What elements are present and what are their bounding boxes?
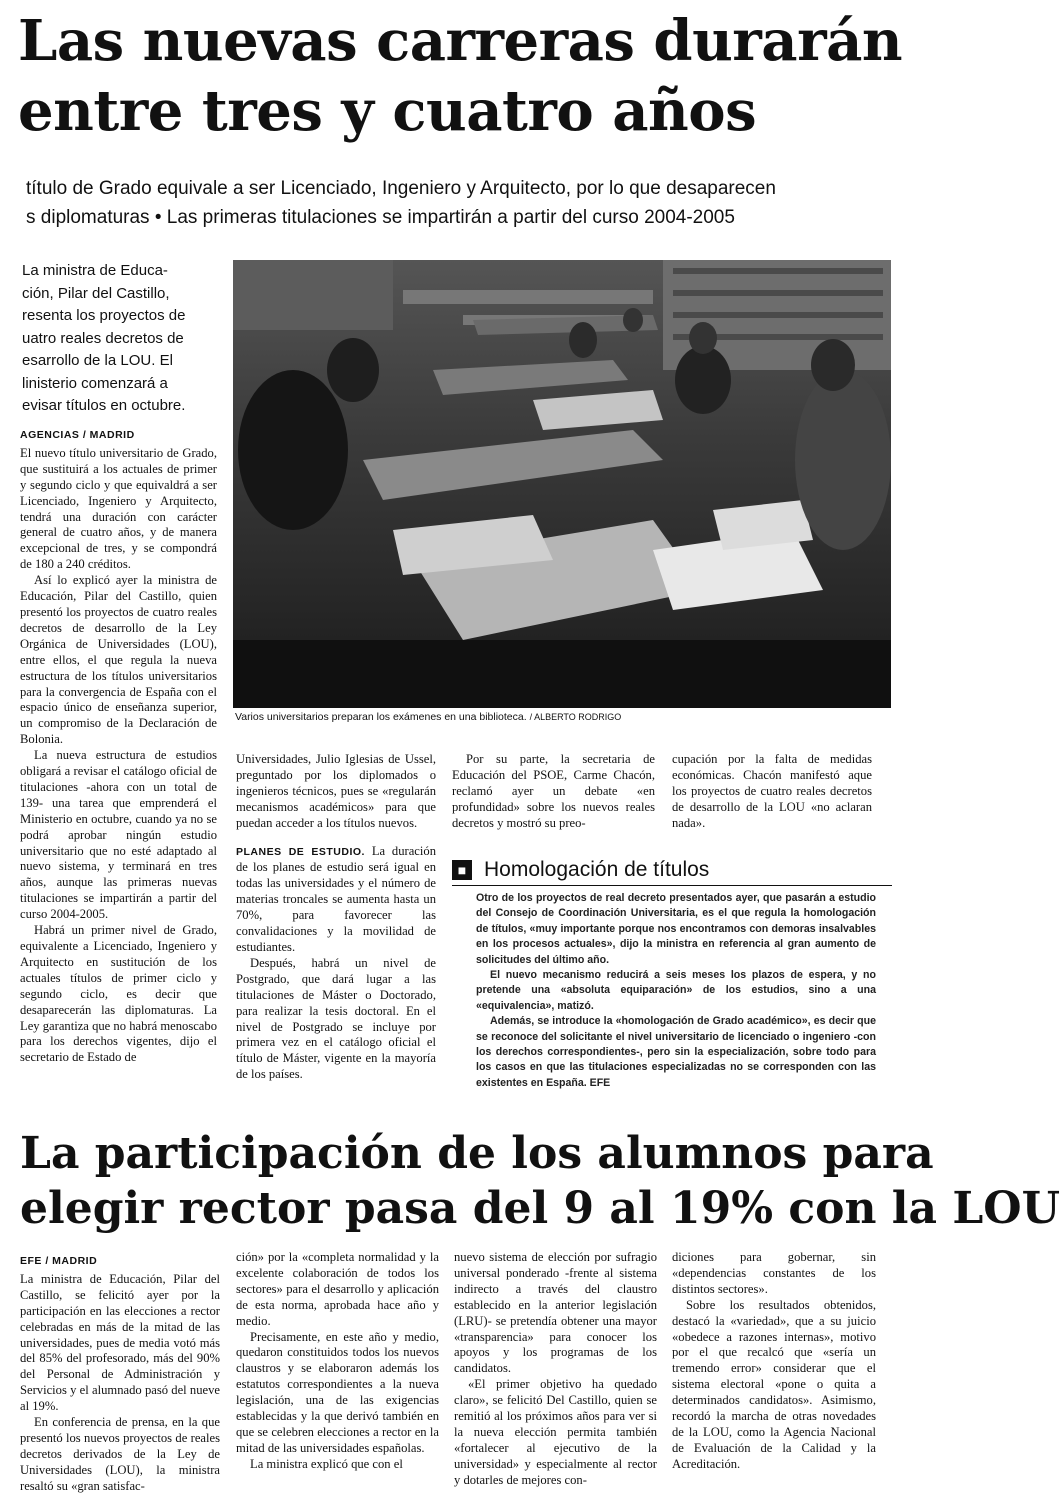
lead-line: La ministra de Educa- [22,262,168,279]
article-2-column-3 [454,1250,657,1489]
body-paragraph: Así lo explicó ayer la ministra de Educación, Pilar del Castillo, quien presentó los proyectos de cuatro reales decretos de desarrollo de la Ley Orgánica de Universidades (LOU), entre ellos, el que regula la nueva estructura de los títulos universitarios para la convergencia de España con el espacio único de enseñanza superior, un compromiso de la Declaración de Bolonia. [20,573,217,747]
body-paragraph: Precisamente, en este año y medio, quedaron constituidos todos los nuevos claustros y se elaboraron además los estatutos correspondientes a la nueva legislación, una de las exigencias establecidas y la que derivó también en que se celebren elecciones a rector en la mitad de las universidades españolas. [236,1329,439,1455]
lead-line: esarrollo de la LOU. El [22,352,173,369]
article-column-3 [452,752,655,832]
headline-line-1: Las nuevas carreras durarán [18,8,903,74]
body-paragraph: «El primer objetivo ha quedado claro», se felicitó Del Castillo, quien se remitió al los próximos años para ver si la nueva elección permita también «fortalecer al ejecutivo de la universidad» y especialmente al rector y dotarles de mejores con- [454,1377,657,1487]
body-paragraph [236,844,436,956]
body-paragraph: cupación por la falta de medidas económicas. Chacón manifestó aque los proyectos de cuatro reales decretos de desarrollo de la LOU «no aclaran nada». [672,752,872,830]
lead-line: evisar títulos en octubre. [22,397,186,414]
section-marker-icon: ■ [452,860,472,880]
body-paragraph: Universidades, Julio Iglesias de Ussel, preguntado por los diplomados o ingenieros técnicos, pues se «regularán mecanismos académicos» para que puedan acceder a los títulos nuevos. [236,752,436,830]
sidebar-paragraph: Otro de los proyectos de real decreto presentados ayer, que pasarán a estudio del Consejo de Coordinación Universitaria, es el que regula la homologación de títulos, «muy importante porque nos encontramos con demoras insalvables en los procesos actuales», dijo la ministra en referencia al gran aumento de solicitudes del último año. [476,892,876,966]
article-2-column-1 [20,1254,220,1495]
body-paragraph: ción» por la «completa normalidad y la excelente colaboración de todos los sectores» para el desarrollo y aplicación de esta norma, aprobada hace año y medio. [236,1250,439,1328]
article-2-column-4 [672,1250,876,1473]
sidebar-paragraph: Además, se introduce la «homologación de Grado académico», es decir que se reconoce del solicitante el nivel universitario de licenciado o ingeniero -con los derechos correspondientes-, pero sin la especialización, sobre todo para los casos en que las titulaciones especializadas no se corresponden con las existentes en España. EFE [476,1015,876,1089]
section-runin-heading: PLANES DE ESTUDIO. [236,845,365,858]
article-column-1 [20,428,217,1066]
headline-2-line-2: elegir rector pasa del 9 al 19% con la LOU [20,1183,1060,1234]
library-photo-illustration [233,260,891,708]
subheadline-line-2: s diplomaturas • Las primeras titulaciones se impartirán a partir del curso 2004-2005 [26,207,735,228]
lead-line: linisterio comenzará a [22,374,168,392]
body-paragraph: nuevo sistema de elección por sufragio universal ponderado -frente al sistema indirecto a través del claustro establecido en la anterior legislación (LRU)- se pretendía obtener una mayor «transparencia» para conocer los apoyos y los programas de los candidatos. [454,1250,657,1376]
photo-caption [235,711,621,723]
article-column-4 [672,752,872,832]
body-paragraph: Por su parte, la secretaria de Educación del PSOE, Carme Chacón, reclamó ayer un debate «en profundidad» sobre los nuevos reales decretos y mostró su preo- [452,752,655,830]
lead-line: uatro reales decretos de [22,329,184,347]
body-paragraph: Habrá un primer nivel de Grado, equivalente a Licenciado, Ingeniero y Arquitecto en sustitución de los actuales títulos de primer ciclo y segundo ciclo, es decir que desaparecerán las diplomaturas. La Ley garantiza que no habrá menoscabo para los derechos vigentes, dijo el secretario de Estado de [20,923,217,1065]
sidebar-paragraph: El nuevo mecanismo reducirá a seis meses los plazos de espera, y no pretende una «absoluta equiparación» de los estudios, sino a una «equivalencia», matizó. [476,969,876,1012]
body-paragraph: El nuevo título universitario de Grado, que sustituirá a los actuales de primer y segundo ciclo y que equivaldrá a ser Licenciado, Ingeniero y Arquitecto, tendrá una duración con carácter general de cuatro años, y de manera excepcional de tres, y se compondrá de 180 a 240 créditos. [20,445,217,572]
sidebar-title: Homologación de títulos [484,858,710,881]
byline: EFE / MADRID [20,1255,98,1267]
sidebar-body [476,891,876,1091]
byline: AGENCIAS / MADRID [20,429,135,441]
photo-credit: / ALBERTO RODRIGO [529,712,622,722]
headline-2-line-1: La participación de los alumnos para [20,1128,934,1179]
lead-paragraph [22,260,222,418]
lead-line: resenta los proyectos de [22,307,186,324]
photo-caption-text: Varios universitarios preparan los exámenes en una biblioteca. [235,711,527,723]
body-paragraph: Después, habrá un nivel de Postgrado, que dará lugar a las titulaciones de Máster o Doctorado, para realizar la tesis doctoral. En el nivel de Postgrado se incluye por primera vez en el catálogo oficial el título de Máster, vigente en la mayoría de los países. [236,955,436,1082]
body-paragraph: En conferencia de prensa, en la que presentó los nuevos proyectos de reales decretos derivados de la Ley de Universidades (LOU), la ministra resaltó su «gran satisfac- [20,1415,220,1493]
subheadline-line-1: título de Grado equivale a ser Licenciado, Ingeniero y Arquitecto, por lo que desaparecen [26,178,776,199]
body-paragraph: La ministra de Educación, Pilar del Castillo, se felicitó ayer por la participación en las elecciones a rector celebradas en más de la mitad de las universidades, pues de media votó más del 85% del profesorado, más del 90% del Personal de Administración y Servicios y el alumnado pasó del nueve al 19%. [20,1271,220,1414]
headline-line-2: entre tres y cuatro años [18,78,757,144]
article-2-column-2 [236,1250,439,1473]
library-photo [233,260,891,708]
article-column-2 [236,752,436,1083]
body-paragraph-text: La duración de los planes de estudio será igual en todas las universidades y el número de materias troncales se aumenta hasta un 70%, para favorecer las convalidaciones y la movilidad de estudiantes. [236,843,436,954]
body-paragraph: La ministra explicó que con el [250,1456,403,1471]
body-paragraph: diciones para gobernar, sin «dependencias constantes de los distintos sectores». [672,1250,876,1296]
body-paragraph: La nueva estructura de estudios obligará a revisar el catálogo oficial de titulaciones -ahora con un total de 139- una tarea que emprenderá el Ministerio en octubre, cuando ya no se podrá aprobar ningún estudio universitario que no esté adaptado al nuevo sistema, y terminará en tres años, aunque las primeras nuevas titulaciones se impartirán a partir del curso 2004-2005. [20,748,217,922]
body-paragraph: Sobre los resultados obtenidos, destacó la «variedad», que a su juicio «obedece a razones internas», motivo por el que recalcó que «sería un tremendo error» considerar que el sistema electoral «pone o quita a determinados candidatos». Asimismo, recordó la marcha de otras novedades de la LOU, como la Agencia Nacional de Evaluación de la Calidad y la Acreditación. [672,1297,876,1471]
lead-line: ción, Pilar del Castillo, [22,284,170,302]
